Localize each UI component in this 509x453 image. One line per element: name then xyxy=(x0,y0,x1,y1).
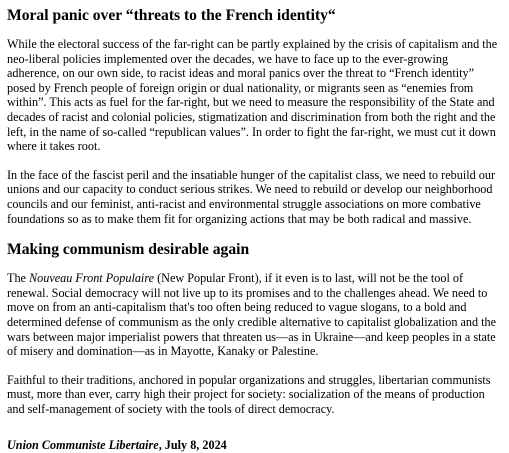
emphasis-nfp: Nouveau Front Populaire xyxy=(29,271,155,286)
paragraph xyxy=(7,271,503,359)
signature-date: , July 8, 2024 xyxy=(158,438,227,453)
paragraph: Faithful to their traditions, anchored in popular organizations and struggles, libertarian communists must, more than ever, carry high their project for society: socialization of the means of production and self-management of society with the tools of direct democracy. xyxy=(7,372,491,416)
paragraph: In the face of the fascist peril and the insatiable hunger of the capitalist class, we need to rebuild our unions and our capacity to conduct serious strikes. We need to rebuild or develop our neighborhood councils and our feminist, anti-racist and environmental struggle associations on more combative foundations so as to make them fit for organizing actions that may be both radical and massive. xyxy=(7,167,495,226)
paragraph-text: The xyxy=(7,271,29,286)
paragraph: While the electoral success of the far-right can be partly explained by the crisis of capitalism and the neo-liberal policies implemented over the decades, we have to face up to the ever-growing adherence, on our own side, to racist ideas and moral panics over the threat to “French identity” posed by French people of foreign origin or dual nationality, or migrants seen as “enemies from within”. This acts as fuel for the far-right, but we need to measure the responsibility of the State and decades of racist and colonial policies, stigmatization and discrimination from both the right and the left, in the name of so-called “republican values”. In order to fight the far-right, we must cut it down where it takes root. xyxy=(7,37,498,154)
paragraph-text: (New Popular Front), if it even is to last, will not be the tool of renewal. Social democracy will not live up to its promises and to the challenges ahead. We need to move on from an anti-capitalism that's too often being reduced to vague slogans, to a bold and determined defense of communism as the only credible alternative to capitalist globalization and the wars between major imperialist powers that threaten us—as in Ukraine—and keep peoples in a state of misery and domination—as in Mayotte, Kanaky or Palestine. xyxy=(7,271,497,359)
signature-org: Union Communiste Libertaire xyxy=(7,438,159,453)
signature xyxy=(7,438,503,453)
section-heading-moral-panic: Moral panic over “threats to the French identity“ xyxy=(7,7,336,24)
section-heading-communism: Making communism desirable again xyxy=(7,241,250,259)
